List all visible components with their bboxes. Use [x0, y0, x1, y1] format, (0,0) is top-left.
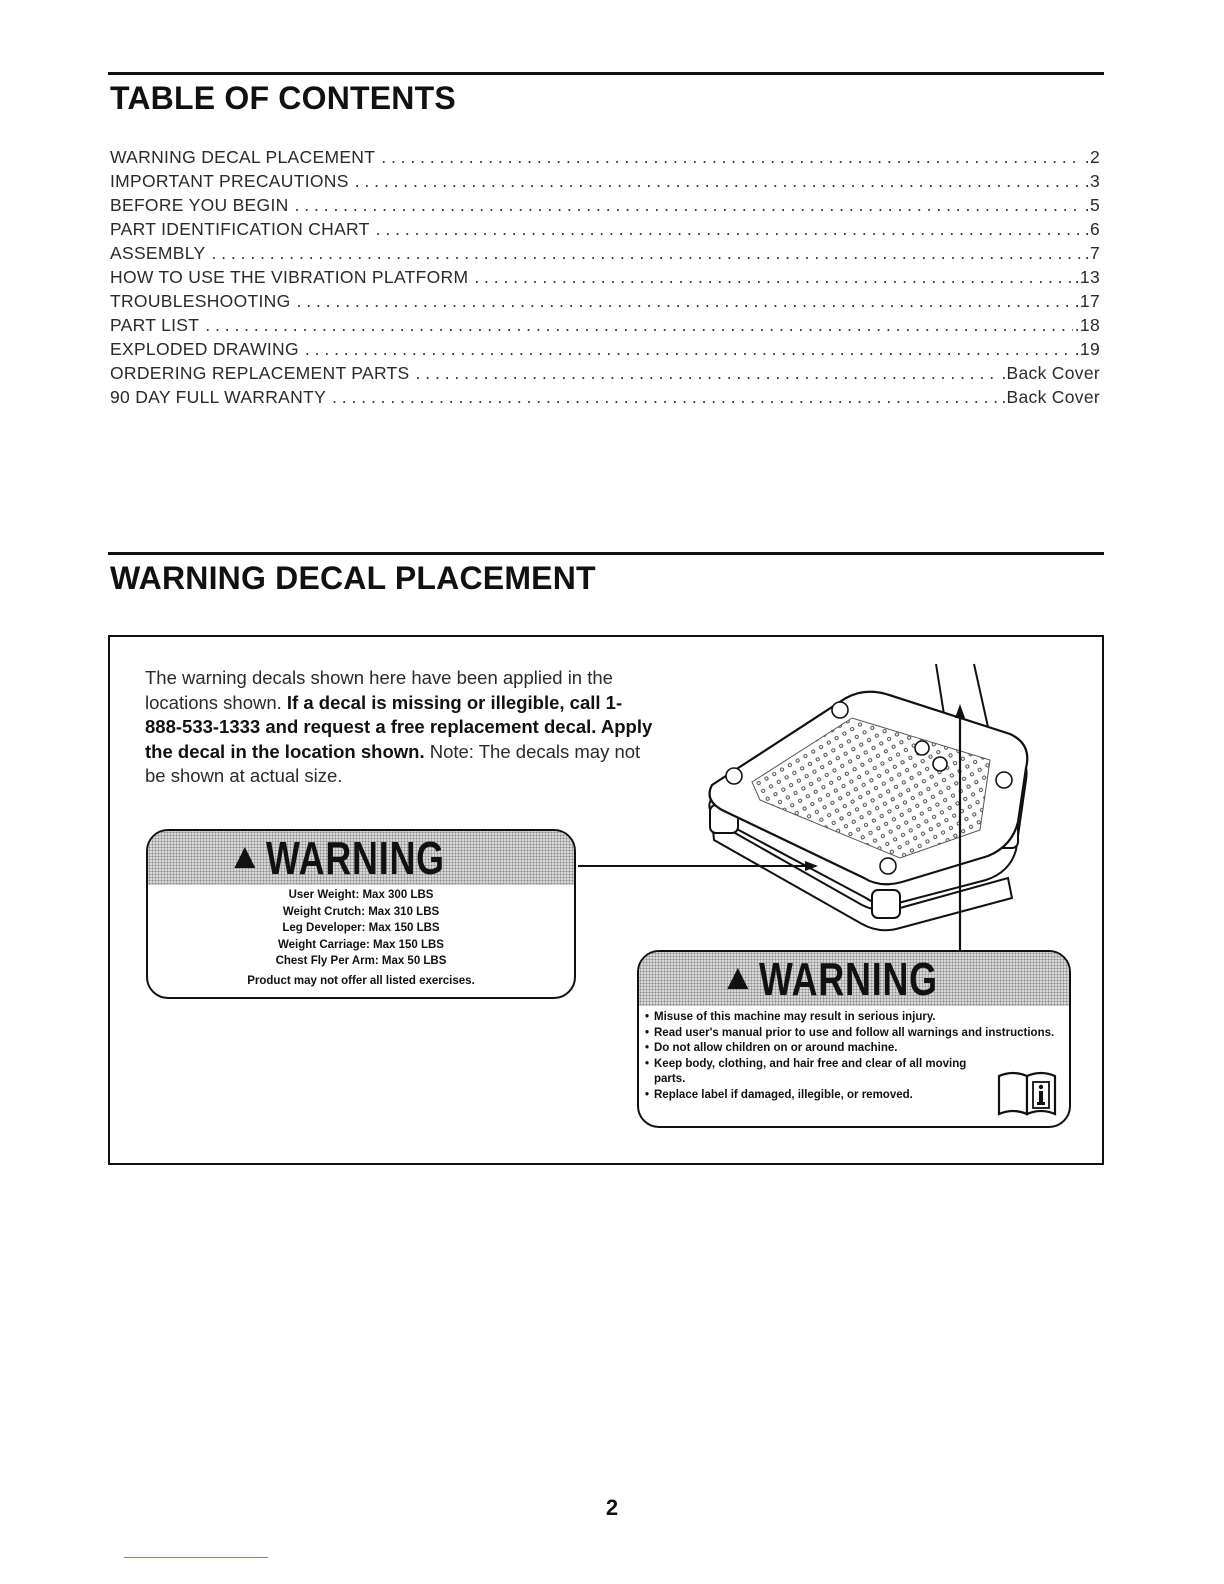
toc-entry-title: EXPLODED DRAWING — [110, 339, 299, 359]
toc-entry-page: .Back Cover — [1001, 387, 1100, 407]
toc-entry-page: .7 — [1084, 243, 1100, 263]
toc-entry-page: .2 — [1084, 147, 1100, 167]
toc-entry-page: .17 — [1074, 291, 1100, 311]
warning-decal-title: WARNING — [758, 953, 938, 1005]
warning-decal-footer: Product may not offer all listed exercises. — [247, 974, 475, 987]
toc-entry-page: .6 — [1084, 219, 1100, 239]
weight-limit-line: Chest Fly Per Arm: Max 50 LBS — [275, 955, 447, 967]
toc-entry-page: .13 — [1074, 267, 1100, 287]
weight-limit-line: User Weight: Max 300 LBS — [288, 889, 434, 901]
toc-entry-title: HOW TO USE THE VIBRATION PLATFORM — [110, 267, 469, 287]
weight-limit-line: Weight Carriage: Max 150 LBS — [278, 938, 444, 951]
warning-decal-header — [148, 831, 574, 885]
intro-bold: If a decal is missing or illegible, call 1-888-533-1333 and request a free replacement decal. Apply the decal in the location shown. — [145, 691, 653, 762]
toc-entry-title: ORDERING REPLACEMENT PARTS — [110, 363, 410, 383]
toc-entry-page: .Back Cover — [1001, 363, 1100, 383]
toc-entry-page: .19 — [1074, 339, 1100, 359]
toc-entry-title: WARNING DECAL PLACEMENT — [110, 147, 376, 167]
toc-entry-page: .3 — [1084, 171, 1100, 191]
decal-section-heading: WARNING DECAL PLACEMENT — [110, 560, 596, 596]
warning-decal-body — [148, 885, 574, 989]
weight-limit-line: Leg Developer: Max 150 LBS — [282, 922, 440, 934]
toc-entry-page: .18 — [1074, 315, 1100, 335]
warning-item: • Read user's manual prior to use and follow all warnings and instructions. — [645, 1026, 1061, 1042]
warning-decal-title: WARNING — [265, 832, 445, 884]
toc-entry-title: PART IDENTIFICATION CHART — [110, 219, 370, 239]
warning-decal-header — [639, 952, 1069, 1006]
toc-heading: TABLE OF CONTENTS — [110, 80, 456, 116]
intro-plain-2: Note: The decals may not be shown at actual size. — [145, 740, 641, 786]
toc-entry-title: ASSEMBLY — [110, 243, 206, 263]
page-number: 2 — [605, 1495, 619, 1520]
intro-plain-1: The warning decals shown here have been applied in the locations shown. — [145, 667, 613, 713]
toc-entry-title: 90 DAY FULL WARRANTY — [110, 387, 327, 407]
manual-info-icon — [995, 1068, 1059, 1118]
warning-item: • Misuse of this machine may result in serious injury. — [645, 1010, 1061, 1026]
warning-triangle-icon: ▲ — [720, 956, 757, 997]
toc-entry-title: BEFORE YOU BEGIN — [110, 195, 289, 215]
warning-decal-weight-limits — [146, 829, 576, 999]
warning-triangle-icon: ▲ — [227, 835, 264, 876]
toc-entry-title: PART LIST — [110, 315, 200, 335]
warning-item: • Do not allow children on or around machine. — [645, 1041, 1061, 1057]
toc-entry-title: TROUBLESHOOTING — [110, 291, 291, 311]
toc-entry-page: .5 — [1084, 195, 1100, 215]
weight-limit-line: Weight Crutch: Max 310 LBS — [282, 905, 440, 918]
toc-entry-title: IMPORTANT PRECAUTIONS — [110, 171, 349, 191]
warning-item: • Replace label if damaged, illegible, or removed. — [645, 1088, 1061, 1104]
warning-decal-safety — [637, 950, 1071, 1128]
warning-item: • Keep body, clothing, and hair free and clear of all moving parts. — [645, 1057, 1061, 1088]
footer-rule — [124, 1557, 268, 1558]
